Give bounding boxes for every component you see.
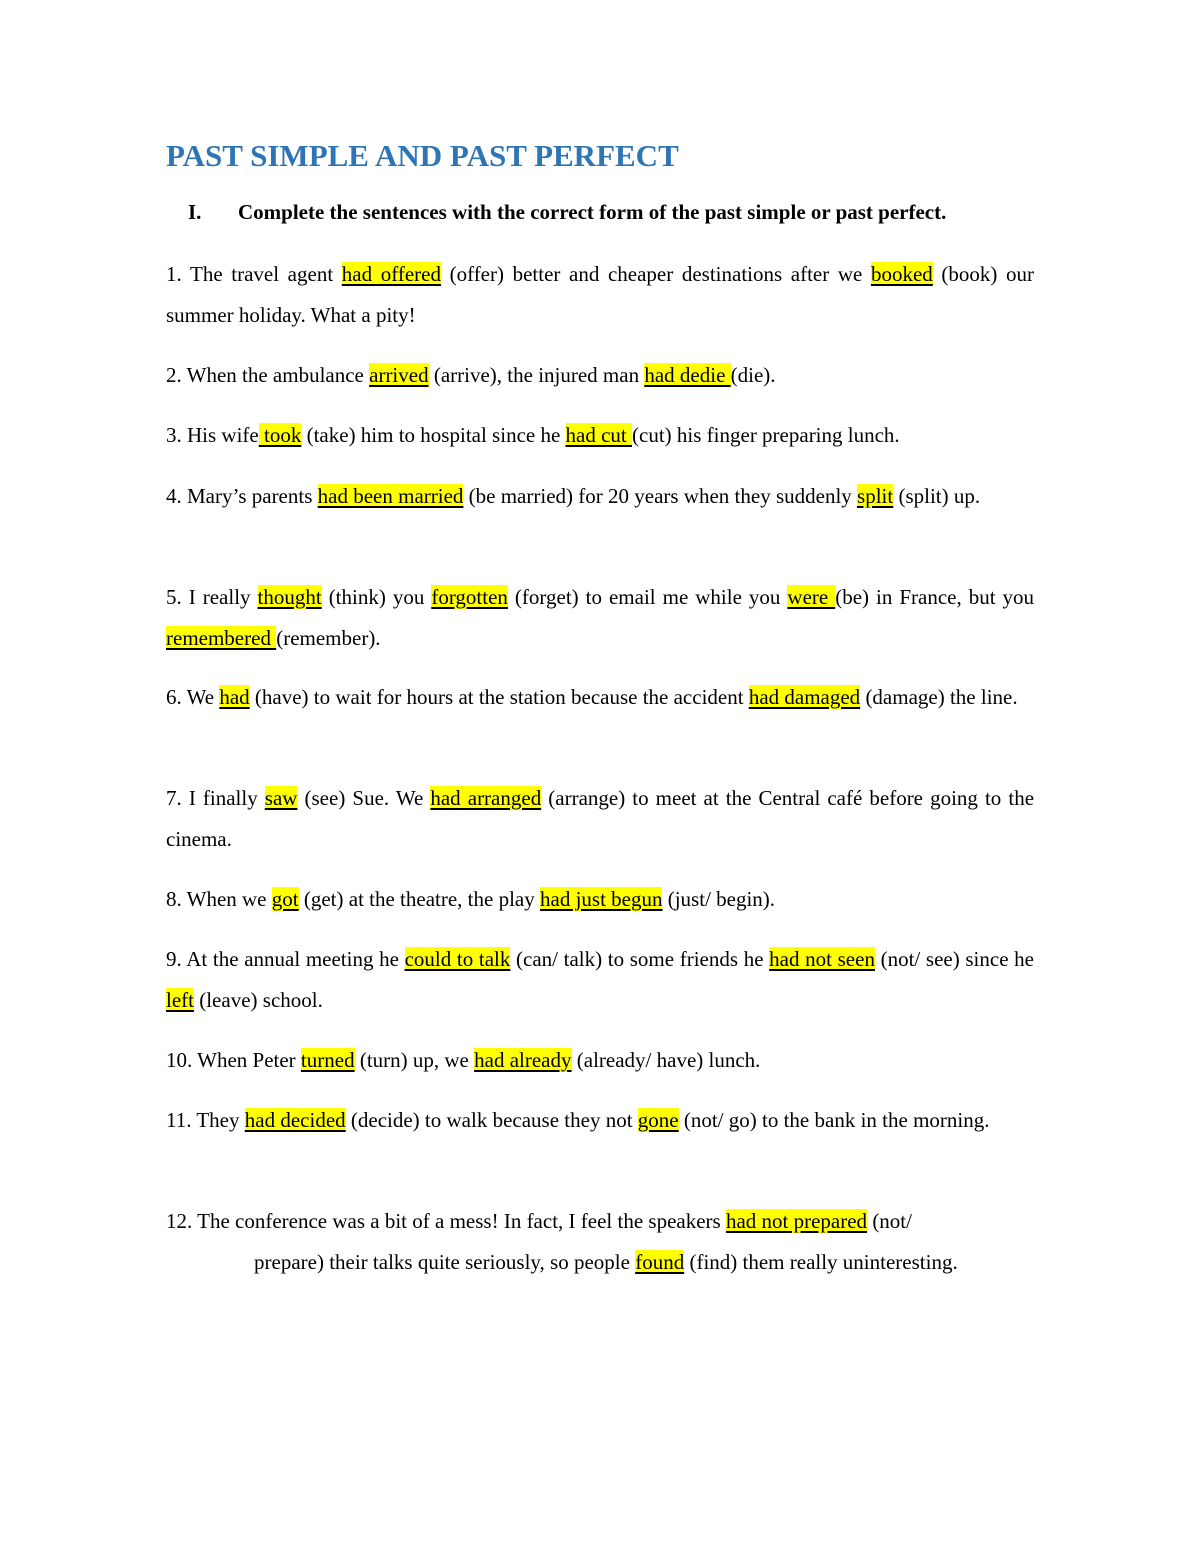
sentence-text: When the ambulance: [186, 363, 370, 387]
answer-highlight: found: [635, 1250, 685, 1274]
answer-highlight: arrived: [369, 363, 429, 387]
instruction-text: Complete the sentences with the correct form of the past simple or past perfect.: [238, 200, 947, 224]
sentence-text: They: [196, 1108, 245, 1132]
sentence-text: (think) you: [321, 585, 432, 609]
answer-highlight: got: [271, 887, 299, 911]
item-number: 9.: [166, 947, 182, 971]
answer-highlight: turned: [300, 1048, 355, 1072]
answer-highlight: had just begun: [540, 887, 663, 911]
answer-highlight: gone: [637, 1108, 679, 1132]
sentence-text: (just/ begin).: [662, 887, 776, 911]
item-number: 8.: [166, 887, 182, 911]
exercise-item-12-first-line: [166, 1201, 1034, 1242]
sentence-text: (split) up.: [893, 484, 981, 508]
exercise-item: [166, 879, 1034, 920]
exercise-item: [166, 355, 1034, 396]
answer-highlight: had offered: [341, 262, 441, 286]
sentence-text: (not/ go) to the bank in the morning.: [678, 1108, 990, 1132]
answer-highlight: had cut: [565, 423, 633, 447]
answer-highlight: remembered: [166, 626, 277, 650]
sentence-text: (can/ talk) to some friends he: [510, 947, 770, 971]
sentence-text: I finally: [188, 786, 265, 810]
exercise-item: [166, 577, 1034, 659]
sentence-text: (be married) for 20 years when they suddenly: [463, 484, 858, 508]
sentence-text: (arrange) to meet at the Central café before going to the cinema.: [166, 786, 1035, 851]
sentence-text: When Peter: [197, 1048, 301, 1072]
exercise-item: [166, 476, 1034, 517]
answer-highlight: had: [219, 685, 250, 709]
sentence-text: When we: [186, 887, 272, 911]
exercise-item: [166, 254, 1034, 336]
sentence-text: (forget) to email me while you: [507, 585, 788, 609]
sentence-text: (take) him to hospital since he: [301, 423, 566, 447]
answer-highlight: booked: [870, 262, 933, 286]
sentence-text: The conference was a bit of a mess! In fact, I feel the speakers: [197, 1209, 726, 1233]
answer-highlight: left: [166, 988, 194, 1012]
sentence-text: (offer) better and cheaper destinations after we: [440, 262, 871, 286]
sentence-text: (have) to wait for hours at the station because the accident: [249, 685, 749, 709]
sentence-text: (damage) the line.: [860, 685, 1018, 709]
exercise-item: [166, 939, 1034, 1021]
sentence-text: (remember).: [276, 626, 381, 650]
item-number: 6.: [166, 685, 182, 709]
sentence-text: (decide) to walk because they not: [345, 1108, 638, 1132]
sentence-text: I really: [188, 585, 258, 609]
item-number: 3.: [166, 423, 182, 447]
sentence-text: His wife: [187, 423, 259, 447]
sentence-text: We: [186, 685, 220, 709]
exercise-item: [166, 1040, 1034, 1081]
sentence-text: At the annual meeting he: [186, 947, 405, 971]
page-title: PAST SIMPLE AND PAST PERFECT: [166, 138, 679, 173]
answer-highlight: had not prepared: [725, 1209, 868, 1233]
sentence-text: (leave) school.: [193, 988, 323, 1012]
answer-highlight: had damaged: [748, 685, 861, 709]
sentence-text: (already/ have) lunch.: [571, 1048, 761, 1072]
answer-highlight: had been married: [317, 484, 464, 508]
sentence-text: (be) in France, but you: [835, 585, 1035, 609]
sentence-text: Mary’s parents: [187, 484, 318, 508]
item-number: 2.: [166, 363, 182, 387]
answer-highlight: split: [857, 484, 894, 508]
answer-highlight: had decided: [244, 1108, 346, 1132]
sentence-text: (find) them really uninteresting.: [684, 1250, 958, 1274]
item-number: 11.: [166, 1108, 192, 1132]
sentence-text: (see) Sue. We: [297, 786, 431, 810]
sentence-text: (turn) up, we: [354, 1048, 475, 1072]
answer-highlight: took: [258, 423, 302, 447]
answer-highlight: had already: [474, 1048, 572, 1072]
answer-highlight: had dedie: [644, 363, 731, 387]
exercise-item: [166, 415, 1034, 456]
exercise-item: [166, 677, 1034, 718]
answer-highlight: could to talk: [404, 947, 511, 971]
section-number: I.: [188, 200, 202, 224]
sentence-text: (not/: [867, 1209, 912, 1233]
exercise-item: [166, 1100, 1034, 1141]
sentence-text: (not/ see) since he: [874, 947, 1034, 971]
answer-highlight: had not seen: [769, 947, 875, 971]
answer-highlight: forgotten: [431, 585, 508, 609]
item-number: 12.: [166, 1209, 193, 1233]
item-number: 4.: [166, 484, 182, 508]
sentence-text: (cut) his finger preparing lunch.: [632, 423, 900, 447]
sentence-text: The travel agent: [190, 262, 342, 286]
exercise-item-12-continuation: [254, 1242, 1034, 1283]
sentence-text: prepare) their talks quite seriously, so people: [254, 1250, 636, 1274]
item-number: 7.: [166, 786, 182, 810]
item-number: 1.: [166, 262, 182, 286]
answer-highlight: had arranged: [430, 786, 542, 810]
section-instruction: [188, 200, 946, 225]
sentence-text: (die).: [730, 363, 776, 387]
sentence-text: (book) our summer holiday. What a pity!: [166, 262, 1035, 327]
answer-highlight: saw: [264, 786, 298, 810]
sentence-text: (arrive), the injured man: [428, 363, 645, 387]
exercise-item: [166, 778, 1034, 860]
answer-highlight: were: [787, 585, 836, 609]
answer-highlight: thought: [257, 585, 322, 609]
item-number: 5.: [166, 585, 182, 609]
sentence-text: (get) at the theatre, the play: [298, 887, 540, 911]
item-number: 10.: [166, 1048, 193, 1072]
